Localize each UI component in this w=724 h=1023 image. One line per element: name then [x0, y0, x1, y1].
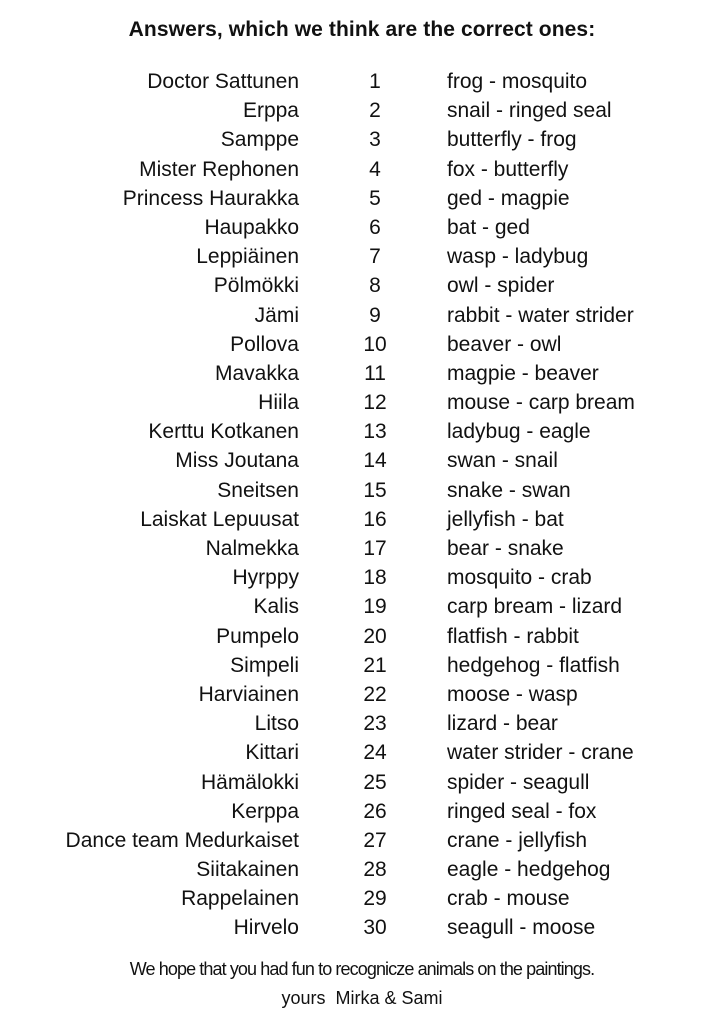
animal-pair: seagull - moose — [447, 916, 596, 940]
painting-number: 27 — [363, 828, 387, 852]
animal-pair: crab - mouse — [447, 887, 570, 911]
answer-row — [0, 563, 724, 592]
answer-row — [0, 738, 724, 767]
animal-pair: snail - ringed seal — [447, 99, 612, 123]
painter-name: Hyrppy — [232, 566, 299, 590]
painter-name: Kerppa — [231, 799, 299, 823]
answer-row — [0, 155, 724, 184]
painter-name: Doctor Sattunen — [147, 70, 299, 93]
painter-name: Laiskat Lepuusat — [140, 507, 299, 531]
painter-name: Litso — [254, 712, 299, 736]
painting-number: 4 — [369, 157, 381, 181]
animal-pair: hedgehog - flatfish — [447, 653, 620, 677]
animal-pair: lizard - bear — [447, 712, 558, 736]
painter-name: Leppiäinen — [196, 245, 299, 269]
animal-pair: eagle - hedgehog — [447, 858, 611, 882]
animal-pair: mouse - carp bream — [447, 391, 635, 415]
footer-signature: yours Mirka & Sami — [281, 988, 443, 1008]
painting-number: 11 — [364, 361, 386, 385]
painting-number: 22 — [363, 682, 387, 706]
painting-number: 2 — [369, 99, 381, 123]
animal-pair: rabbit - water strider — [447, 303, 634, 327]
animal-pair: crane - jellyfish — [447, 828, 588, 852]
painting-number: 18 — [363, 566, 387, 590]
answer-row — [0, 680, 724, 709]
painting-number: 5 — [369, 186, 381, 210]
painter-name: Pollova — [230, 332, 299, 356]
painter-name: Hirvelo — [233, 916, 299, 940]
painting-number: 9 — [369, 303, 381, 327]
painter-name: Simpeli — [230, 653, 299, 677]
painter-name: Haupakko — [204, 215, 299, 239]
painting-number: 8 — [369, 274, 381, 298]
painting-number: 28 — [363, 858, 387, 882]
painter-name: Pumpelo — [216, 624, 299, 648]
painter-name: Samppe — [220, 128, 299, 152]
answer-row — [0, 768, 724, 797]
painter-name: Sneitsen — [217, 478, 299, 502]
painting-number: 10 — [363, 332, 387, 356]
animal-pair: flatfish - rabbit — [447, 624, 579, 648]
answers-list — [0, 67, 724, 943]
painter-name: Erppa — [242, 99, 299, 123]
painter-name: Hiila — [258, 391, 299, 415]
answer-row — [0, 622, 724, 651]
answer-row — [0, 913, 724, 942]
painter-name: Mister Rephonen — [139, 157, 299, 181]
painter-name: Jämi — [254, 303, 299, 327]
answer-row — [0, 709, 724, 738]
animal-pair: water strider - crane — [447, 741, 634, 765]
painting-number: 24 — [363, 741, 387, 765]
answer-row — [0, 388, 724, 417]
answer-row — [0, 125, 724, 154]
painting-number: 25 — [363, 770, 387, 794]
painting-number: 12 — [363, 391, 387, 415]
painting-number: 29 — [363, 887, 387, 911]
answer-row — [0, 417, 724, 446]
painting-number: 15 — [363, 478, 387, 502]
painter-name: Miss Joutana — [175, 449, 299, 473]
animal-pair: bat - ged — [447, 215, 530, 239]
painter-name: Dance team Medurkaiset — [65, 828, 299, 852]
painting-number: 13 — [363, 420, 387, 444]
animal-pair: magpie - beaver — [447, 361, 599, 385]
answer-row — [0, 301, 724, 330]
footer-message: We hope that you had fun to recognicze animals on the paintings. — [129, 959, 595, 979]
page-title: Answers, which we think are the correct ones: — [128, 18, 596, 41]
animal-pair: fox - butterfly — [447, 157, 569, 181]
painter-name: Siitakainen — [196, 858, 299, 882]
answer-row — [0, 330, 724, 359]
animal-pair: butterfly - frog — [447, 128, 577, 152]
answer-row — [0, 213, 724, 242]
painting-number: 16 — [363, 507, 387, 531]
answer-row — [0, 67, 724, 96]
animal-pair: swan - snail — [447, 449, 558, 473]
painting-number: 21 — [363, 653, 387, 677]
painting-number: 20 — [363, 624, 387, 648]
animal-pair: moose - wasp — [447, 682, 578, 706]
answer-row — [0, 96, 724, 125]
painting-number: 6 — [369, 215, 381, 239]
answer-row — [0, 184, 724, 213]
answer-row — [0, 884, 724, 913]
painter-name: Pölmökki — [213, 274, 299, 298]
animal-pair: owl - spider — [447, 274, 555, 298]
painting-number: 26 — [363, 799, 387, 823]
painter-name: Rappelainen — [181, 887, 299, 911]
painter-name: Nalmekka — [205, 537, 299, 560]
answer-row — [0, 271, 724, 300]
painting-number: 30 — [363, 916, 387, 940]
painting-number: 14 — [363, 449, 387, 473]
painter-name: Kerttu Kotkanen — [148, 420, 299, 444]
answer-row — [0, 592, 724, 621]
answer-row — [0, 826, 724, 855]
animal-pair: carp bream - lizard — [447, 595, 623, 619]
animal-pair: wasp - ladybug — [447, 245, 589, 269]
animal-pair: ringed seal - fox — [447, 799, 597, 823]
animal-pair: ged - magpie — [447, 186, 570, 210]
animal-pair: bear - snake — [447, 537, 564, 560]
painting-number: 1 — [369, 70, 381, 93]
answer-row — [0, 242, 724, 271]
answer-row — [0, 446, 724, 475]
painter-name: Kittari — [245, 741, 299, 765]
animal-pair: mosquito - crab — [447, 566, 592, 590]
painting-number: 19 — [363, 595, 387, 619]
painting-number: 3 — [369, 128, 381, 152]
answer-row — [0, 651, 724, 680]
animal-pair: ladybug - eagle — [447, 420, 591, 444]
painting-number: 23 — [363, 712, 387, 736]
animal-pair: beaver - owl — [447, 332, 562, 356]
painter-name: Kalis — [253, 595, 299, 619]
animal-pair: frog - mosquito — [447, 70, 588, 93]
painting-number: 17 — [363, 537, 387, 560]
animal-pair: snake - swan — [447, 478, 571, 502]
answer-row — [0, 359, 724, 388]
painter-name: Hämälokki — [200, 770, 299, 794]
answer-row — [0, 797, 724, 826]
painter-name: Princess Haurakka — [122, 186, 299, 210]
answer-row — [0, 476, 724, 505]
painter-name: Mavakka — [214, 361, 299, 385]
answer-row — [0, 534, 724, 563]
answer-row — [0, 505, 724, 534]
animal-pair: spider - seagull — [447, 770, 590, 794]
animal-pair: jellyfish - bat — [447, 507, 564, 531]
painting-number: 7 — [369, 245, 381, 269]
painter-name: Harviainen — [198, 682, 299, 706]
answer-row — [0, 855, 724, 884]
